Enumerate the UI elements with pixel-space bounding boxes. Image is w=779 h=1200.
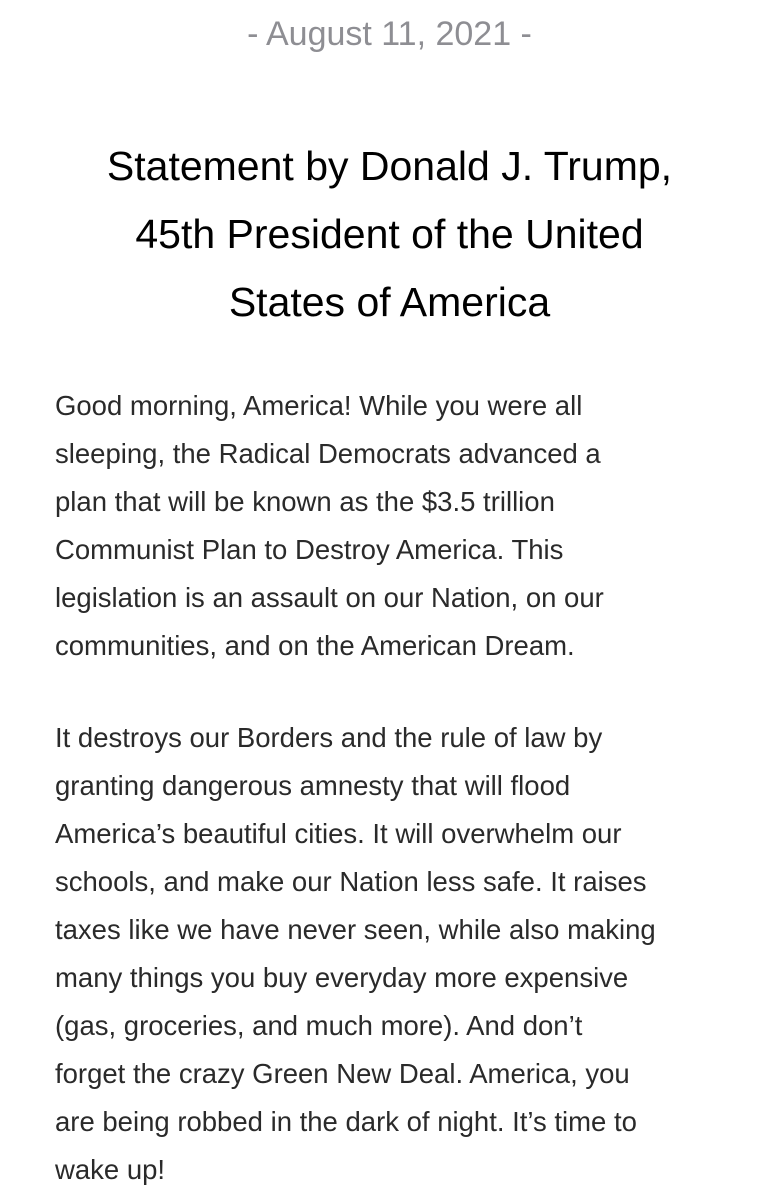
date-line: - August 11, 2021 - bbox=[247, 15, 532, 53]
paragraph-line: Communist Plan to Destroy America. This bbox=[55, 534, 564, 565]
paragraph-line: communities, and on the American Dream. bbox=[55, 630, 575, 661]
title-line: Statement by Donald J. Trump, bbox=[106, 143, 673, 189]
paragraph-line: taxes like we have never seen, while also making bbox=[55, 914, 656, 945]
paragraph-line: forget the crazy Green New Deal. America, you bbox=[55, 1058, 630, 1089]
paragraph-line: It destroys our Borders and the rule of law by bbox=[55, 722, 603, 753]
paragraph-line: sleeping, the Radical Democrats advanced a bbox=[55, 438, 601, 469]
title-line: 45th President of the United bbox=[135, 211, 644, 257]
paragraph-2 bbox=[55, 714, 755, 1194]
paragraph-line: America’s beautiful cities. It will overwhelm our bbox=[55, 818, 622, 849]
paragraph-line: granting dangerous amnesty that will flood bbox=[55, 770, 571, 801]
paragraph-line: (gas, groceries, and much more). And don’t bbox=[55, 1010, 583, 1041]
paragraph-line: are being robbed in the dark of night. It’s time to bbox=[55, 1106, 637, 1137]
paragraph-line: legislation is an assault on our Nation, on our bbox=[55, 582, 604, 613]
paragraph-line: many things you buy everyday more expensive bbox=[55, 962, 629, 993]
paragraph-line: schools, and make our Nation less safe. It raises bbox=[55, 866, 647, 897]
paragraph-1 bbox=[55, 382, 755, 670]
paragraph-line: wake up! bbox=[55, 1154, 166, 1185]
title-line: States of America bbox=[228, 279, 551, 325]
paragraph-line: plan that will be known as the $3.5 trillion bbox=[55, 486, 555, 517]
paragraph-line: Good morning, America! While you were all bbox=[55, 390, 583, 421]
statement-title bbox=[40, 132, 739, 336]
